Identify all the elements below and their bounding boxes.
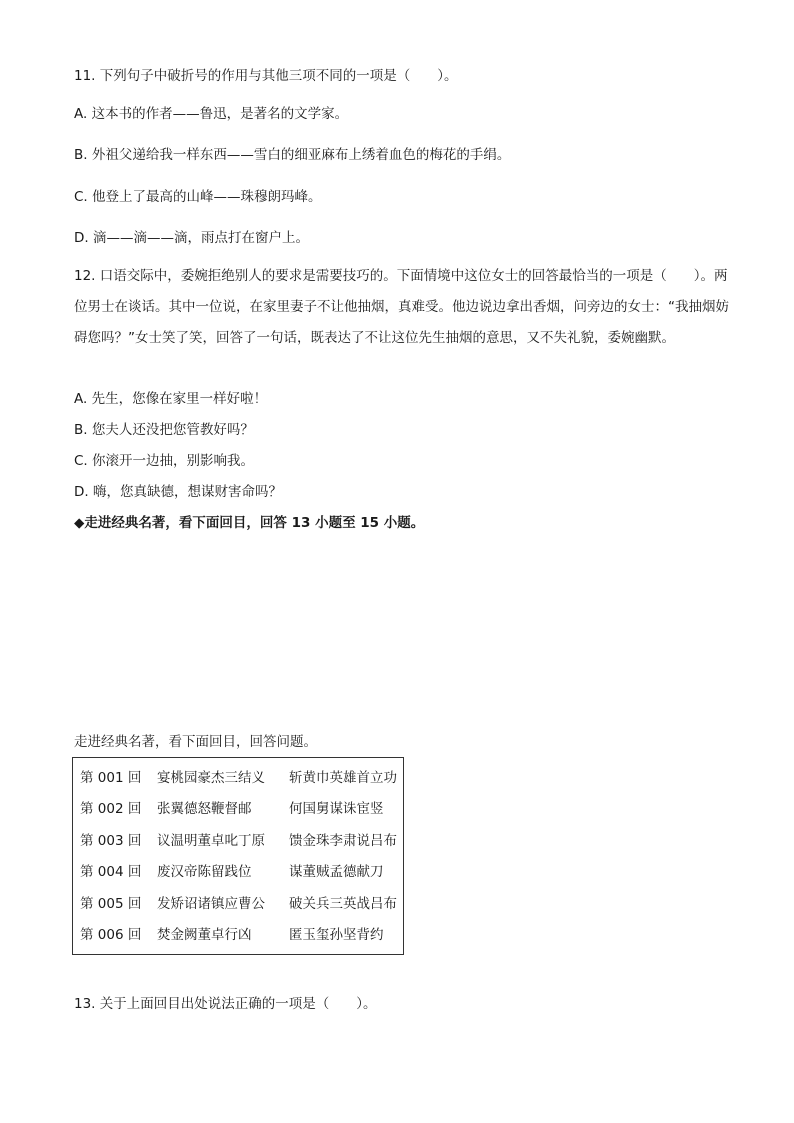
chapter-title-second: 何国舅谋诛宦竖 [289, 801, 384, 817]
chapter-title-first: 废汉帝陈留践位 [157, 864, 252, 880]
q12-option-b: B. 您夫人还没把您管教好吗？ [74, 422, 254, 438]
chapter-title-first: 发矫诏诸镇应曹公 [157, 896, 265, 912]
q11-option-b: B. 外祖父递给我一样东西——雪白的细亚麻布上绣着血色的梅花的手绢。 [74, 147, 511, 163]
chapter-title-first: 宴桃园豪杰三结义 [157, 770, 265, 786]
q11-stem: 11. 下列句子中破折号的作用与其他三项不同的一项是（ ）。 [74, 68, 458, 84]
chapter-title-first: 张翼德怒鞭督邮 [157, 801, 252, 817]
chapter-number: 第 001 回 [80, 770, 142, 786]
section-heading: ◆走进经典名著，看下面回目，回答 13 小题至 15 小题。 [74, 515, 425, 531]
toc-intro: 走进经典名著，看下面回目，回答问题。 [74, 734, 317, 750]
chapter-title-first: 议温明董卓叱丁原 [157, 833, 265, 849]
chapter-title-first: 焚金阙董卓行凶 [157, 927, 252, 943]
q11-option-a: A. 这本书的作者——鲁迅，是著名的文学家。 [74, 106, 349, 122]
q12-option-d: D. 嗨，您真缺德，想谋财害命吗？ [74, 484, 282, 500]
chapter-number: 第 004 回 [80, 864, 142, 880]
q11-option-d: D. 滴——滴——滴，雨点打在窗户上。 [74, 230, 309, 246]
chapter-title-second: 匿玉玺孙坚背约 [289, 927, 384, 943]
chapter-number: 第 005 回 [80, 896, 142, 912]
chapter-number: 第 006 回 [80, 927, 142, 943]
q12-option-a: A. 先生，您像在家里一样好啦！ [74, 391, 268, 407]
chapter-title-second: 斩黄巾英雄首立功 [289, 770, 397, 786]
q12-stem: 12. 口语交际中，委婉拒绝别人的要求是需要技巧的。下面情境中这位女士的回答最恰当的一项是（ ）。两位男士在谈话。其中一位说，在家里妻子不让他抽烟，真难受。他边说边拿出香烟，问旁边的女士：“我抽烟妨碍您吗？”女士笑了笑，回答了一句话，既表达了不让这位先生抽烟的意思，又不失礼貌，委婉幽默。 [74, 268, 729, 346]
q12-option-c: C. 你滚开一边抽，别影响我。 [74, 453, 255, 469]
q13-stem: 13. 关于上面回目出处说法正确的一项是（ ）。 [74, 996, 377, 1012]
chapter-number: 第 003 回 [80, 833, 142, 849]
chapter-title-second: 馈金珠李肃说吕布 [289, 833, 397, 849]
q11-option-c: C. 他登上了最高的山峰——珠穆朗玛峰。 [74, 189, 322, 205]
chapter-list-box [72, 757, 404, 955]
chapter-title-second: 谋董贼孟德献刀 [289, 864, 384, 880]
chapter-number: 第 002 回 [80, 801, 142, 817]
chapter-title-second: 破关兵三英战吕布 [289, 896, 397, 912]
